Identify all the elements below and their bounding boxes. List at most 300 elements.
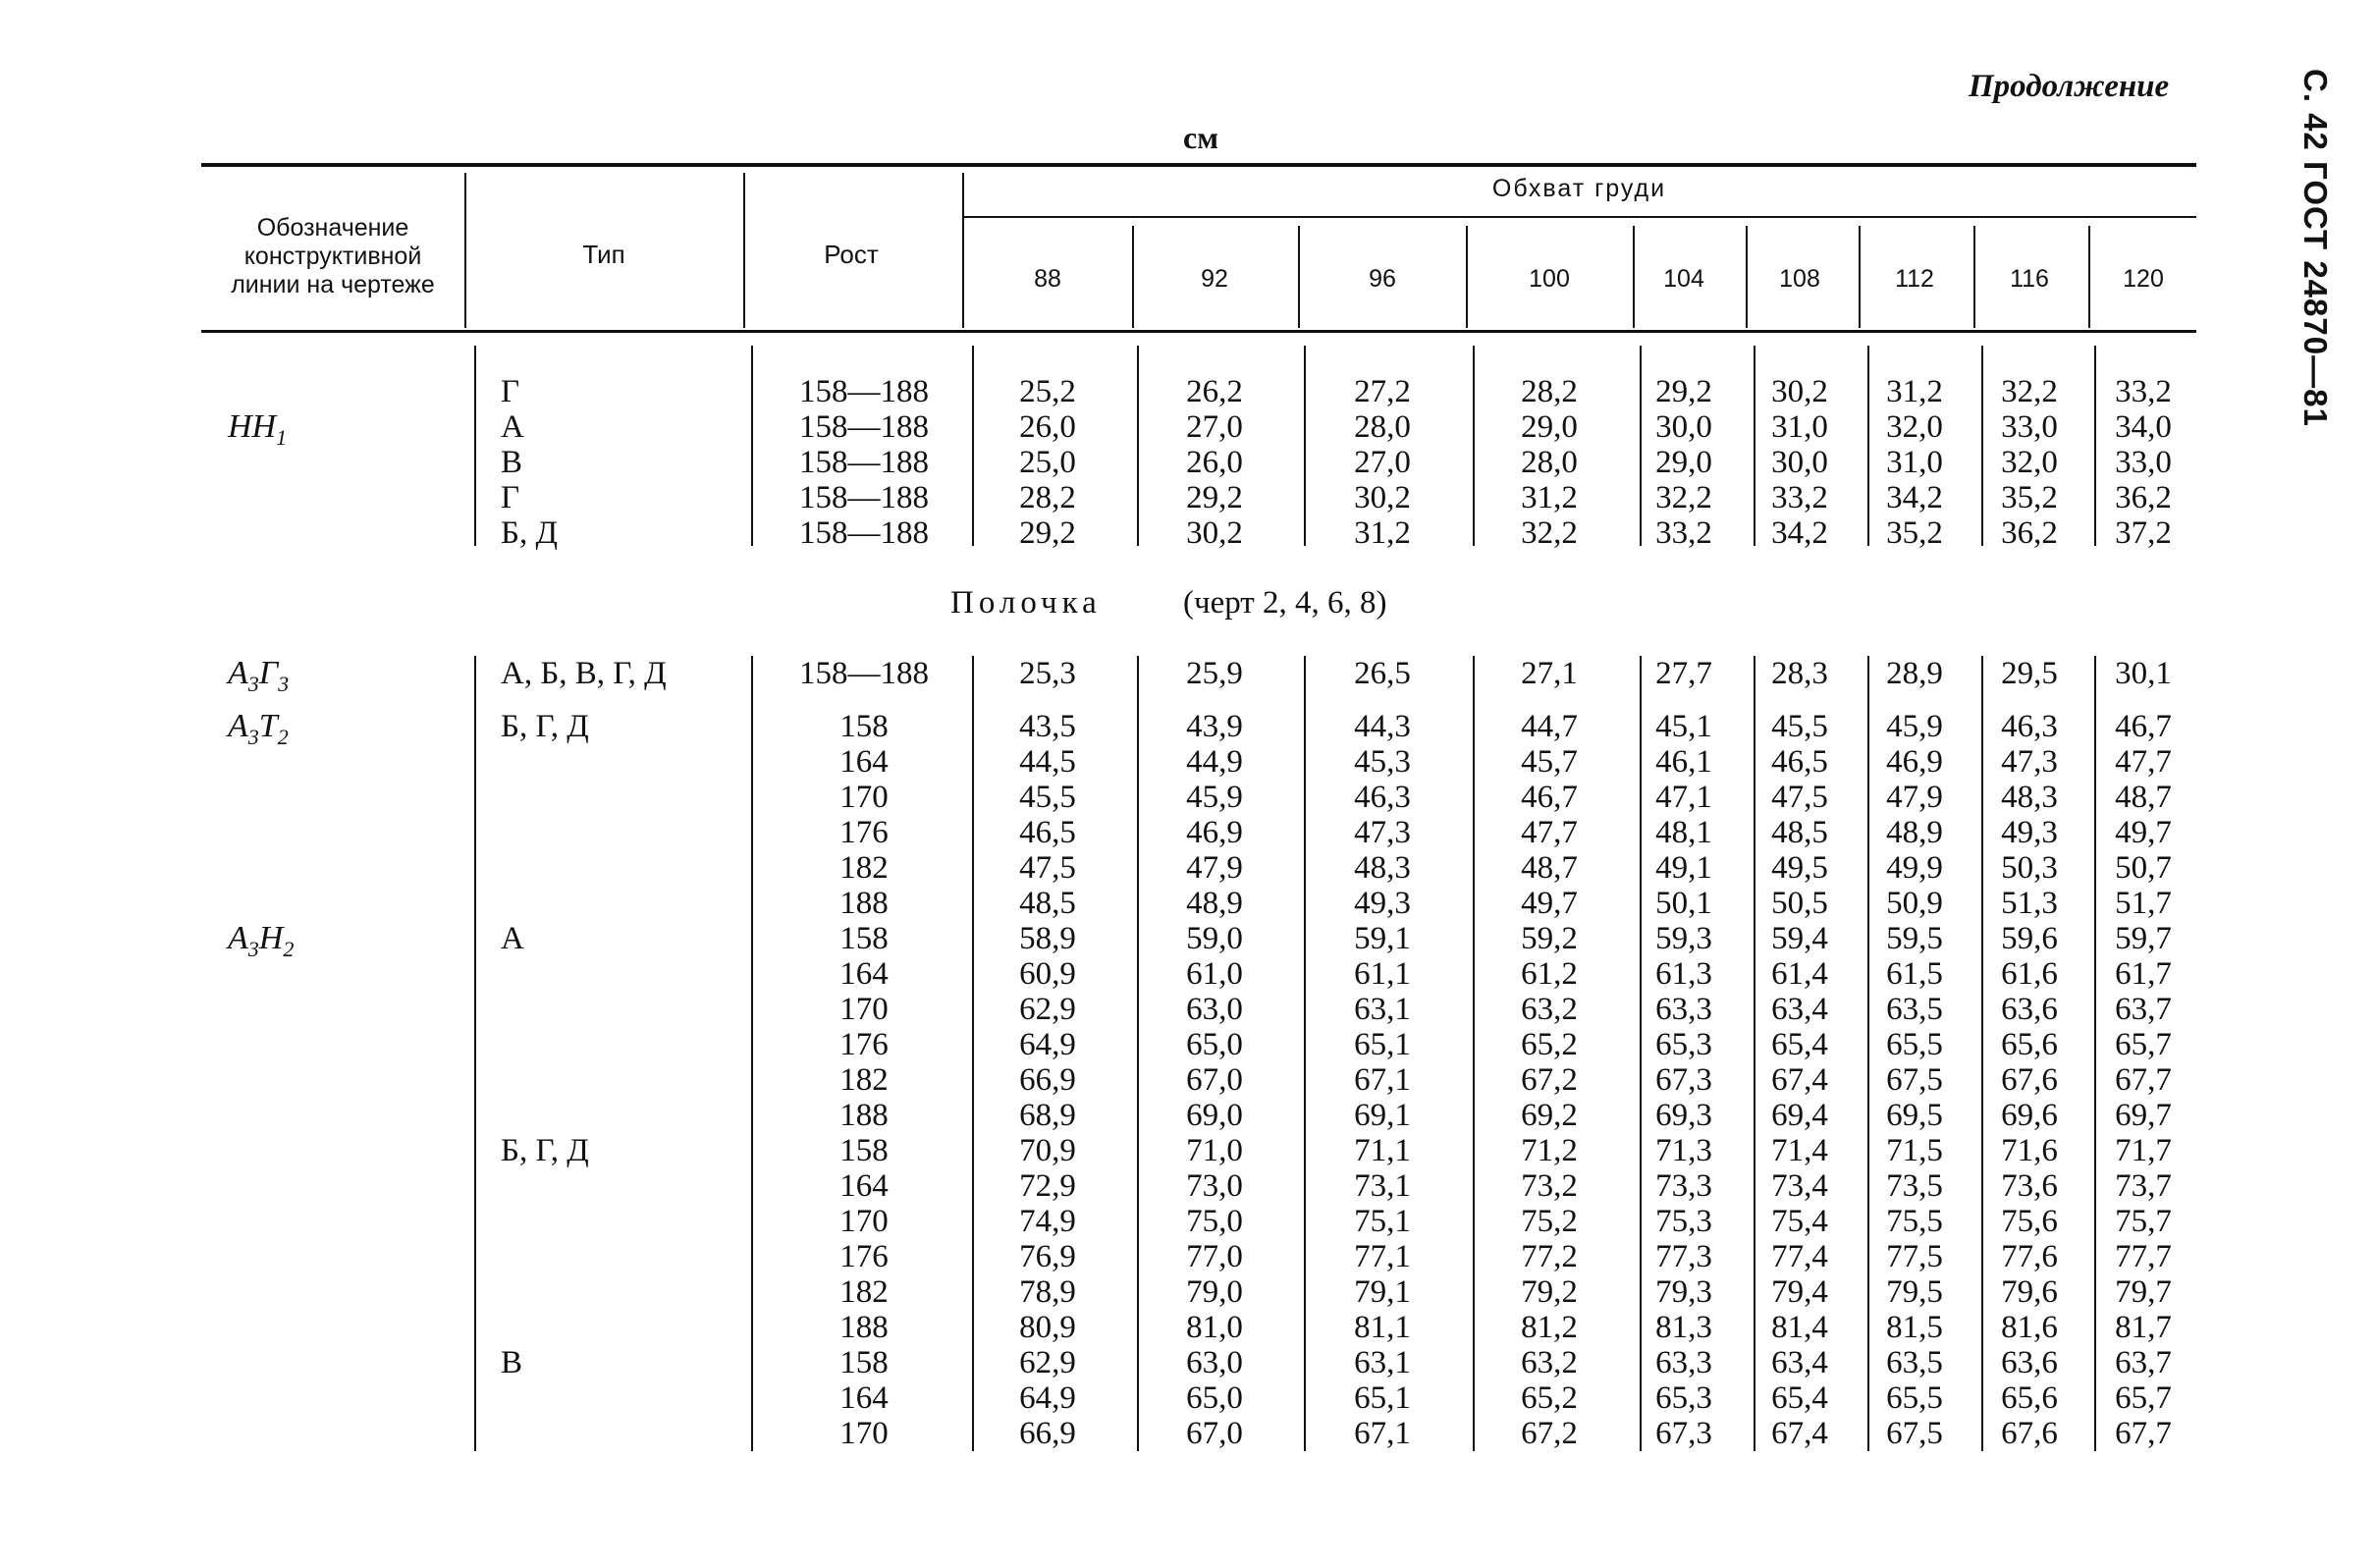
row-height: 176 bbox=[839, 1239, 889, 1274]
row-value: 50,1 bbox=[1655, 886, 1712, 921]
row-designation: $А_3Г_3$ bbox=[228, 655, 290, 696]
row-value: 77,4 bbox=[1771, 1239, 1828, 1274]
row-value: 79,0 bbox=[1186, 1274, 1243, 1310]
row-height: 158—188 bbox=[799, 480, 929, 515]
row-value: 33,2 bbox=[1655, 515, 1712, 551]
row-value: 45,5 bbox=[1771, 709, 1828, 744]
header-column-divider bbox=[962, 173, 964, 328]
row-value: 66,9 bbox=[1019, 1062, 1076, 1098]
row-value: 46,5 bbox=[1771, 744, 1828, 780]
row-value: 28,2 bbox=[1019, 480, 1076, 515]
row-value: 44,3 bbox=[1354, 709, 1411, 744]
row-value: 71,6 bbox=[2001, 1133, 2058, 1168]
row-value: 79,6 bbox=[2001, 1274, 2058, 1310]
chest-size-header: 100 bbox=[1529, 265, 1570, 293]
row-value: 29,0 bbox=[1521, 409, 1578, 445]
row-type: А bbox=[501, 921, 524, 956]
row-height: 170 bbox=[839, 1416, 889, 1451]
body-column-divider bbox=[1137, 656, 1139, 1451]
row-value: 74,9 bbox=[1019, 1204, 1076, 1239]
row-value: 30,0 bbox=[1771, 445, 1828, 480]
row-value: 77,6 bbox=[2001, 1239, 2058, 1274]
row-value: 65,6 bbox=[2001, 1380, 2058, 1416]
row-value: 61,4 bbox=[1771, 956, 1828, 992]
row-value: 65,0 bbox=[1186, 1027, 1243, 1062]
header-column-divider bbox=[1132, 226, 1134, 328]
row-value: 64,9 bbox=[1019, 1027, 1076, 1062]
row-height: 158—188 bbox=[799, 445, 929, 480]
row-type: В bbox=[501, 445, 523, 480]
row-value: 76,9 bbox=[1019, 1239, 1076, 1274]
row-height: 188 bbox=[839, 1098, 889, 1133]
row-height: 158—188 bbox=[799, 656, 929, 691]
row-value: 63,0 bbox=[1186, 992, 1243, 1027]
row-value: 28,9 bbox=[1886, 656, 1943, 691]
row-value: 50,9 bbox=[1886, 886, 1943, 921]
body-column-divider bbox=[751, 656, 753, 1451]
row-height: 158—188 bbox=[799, 409, 929, 445]
row-value: 48,7 bbox=[1521, 850, 1578, 886]
row-value: 59,0 bbox=[1186, 921, 1243, 956]
row-value: 32,0 bbox=[1886, 409, 1943, 445]
row-height: 170 bbox=[839, 992, 889, 1027]
row-value: 62,9 bbox=[1019, 992, 1076, 1027]
row-type: Б, Д bbox=[501, 515, 558, 551]
section-subtitle: (черт 2, 4, 6, 8) bbox=[1183, 585, 1387, 621]
row-value: 67,3 bbox=[1655, 1416, 1712, 1451]
row-value: 71,5 bbox=[1886, 1133, 1943, 1168]
row-value: 47,7 bbox=[1521, 815, 1578, 850]
row-value: 63,2 bbox=[1521, 992, 1578, 1027]
row-value: 65,2 bbox=[1521, 1380, 1578, 1416]
row-value: 69,7 bbox=[2115, 1098, 2172, 1133]
row-value: 63,3 bbox=[1655, 1345, 1712, 1380]
row-designation: $НН_1$ bbox=[228, 408, 288, 450]
row-value: 59,1 bbox=[1354, 921, 1411, 956]
row-height: 170 bbox=[839, 1204, 889, 1239]
row-value: 65,0 bbox=[1186, 1380, 1243, 1416]
chest-size-header: 96 bbox=[1369, 265, 1396, 293]
row-height: 176 bbox=[839, 1027, 889, 1062]
row-value: 69,2 bbox=[1521, 1098, 1578, 1133]
row-value: 51,3 bbox=[2001, 886, 2058, 921]
row-value: 71,4 bbox=[1771, 1133, 1828, 1168]
row-value: 59,6 bbox=[2001, 921, 2058, 956]
row-value: 32,0 bbox=[2001, 445, 2058, 480]
body-column-divider bbox=[1473, 346, 1475, 546]
chest-size-header: 104 bbox=[1663, 265, 1704, 293]
row-value: 50,5 bbox=[1771, 886, 1828, 921]
col-chest-header: Обхват груди bbox=[1491, 175, 1667, 202]
row-type: А, Б, В, Г, Д bbox=[501, 656, 667, 691]
designation-subscript: 2 bbox=[277, 724, 289, 749]
row-value: 45,3 bbox=[1354, 744, 1411, 780]
row-value: 79,1 bbox=[1354, 1274, 1411, 1310]
col-designation-header bbox=[201, 214, 464, 299]
row-value: 63,5 bbox=[1886, 1345, 1943, 1380]
row-value: 50,3 bbox=[2001, 850, 2058, 886]
section-title: Полочка bbox=[950, 585, 1102, 621]
row-value: 25,0 bbox=[1019, 445, 1076, 480]
row-value: 71,7 bbox=[2115, 1133, 2172, 1168]
row-height: 182 bbox=[839, 1062, 889, 1098]
row-value: 73,6 bbox=[2001, 1168, 2058, 1204]
row-value: 60,9 bbox=[1019, 956, 1076, 992]
row-value: 67,5 bbox=[1886, 1062, 1943, 1098]
row-value: 77,7 bbox=[2115, 1239, 2172, 1274]
row-value: 73,1 bbox=[1354, 1168, 1411, 1204]
row-value: 47,3 bbox=[1354, 815, 1411, 850]
row-value: 48,9 bbox=[1186, 886, 1243, 921]
row-value: 30,2 bbox=[1354, 480, 1411, 515]
row-value: 61,2 bbox=[1521, 956, 1578, 992]
row-value: 77,5 bbox=[1886, 1239, 1943, 1274]
page-side-label: С. 42 ГОСТ 24870—81 bbox=[2297, 69, 2334, 427]
row-value: 71,0 bbox=[1186, 1133, 1243, 1168]
row-value: 27,7 bbox=[1655, 656, 1712, 691]
row-value: 45,5 bbox=[1019, 780, 1076, 815]
row-value: 65,7 bbox=[2115, 1380, 2172, 1416]
row-value: 31,2 bbox=[1354, 515, 1411, 551]
row-height: 164 bbox=[839, 744, 889, 780]
row-value: 31,0 bbox=[1771, 409, 1828, 445]
row-value: 25,3 bbox=[1019, 656, 1076, 691]
row-value: 63,2 bbox=[1521, 1345, 1578, 1380]
row-value: 26,5 bbox=[1354, 656, 1411, 691]
header-column-divider bbox=[464, 173, 466, 328]
row-value: 81,2 bbox=[1521, 1310, 1578, 1345]
row-value: 77,3 bbox=[1655, 1239, 1712, 1274]
row-value: 30,0 bbox=[1655, 409, 1712, 445]
row-value: 29,0 bbox=[1655, 445, 1712, 480]
row-value: 29,2 bbox=[1186, 480, 1243, 515]
row-value: 73,0 bbox=[1186, 1168, 1243, 1204]
row-value: 48,1 bbox=[1655, 815, 1712, 850]
row-value: 61,5 bbox=[1886, 956, 1943, 992]
row-value: 77,2 bbox=[1521, 1239, 1578, 1274]
row-value: 73,5 bbox=[1886, 1168, 1943, 1204]
row-value: 45,9 bbox=[1186, 780, 1243, 815]
row-value: 28,2 bbox=[1521, 374, 1578, 409]
row-value: 59,2 bbox=[1521, 921, 1578, 956]
row-value: 75,5 bbox=[1886, 1204, 1943, 1239]
row-value: 67,4 bbox=[1771, 1062, 1828, 1098]
row-value: 65,1 bbox=[1354, 1380, 1411, 1416]
row-value: 63,6 bbox=[2001, 992, 2058, 1027]
row-value: 43,5 bbox=[1019, 709, 1076, 744]
row-value: 30,2 bbox=[1186, 515, 1243, 551]
row-height: 158 bbox=[839, 921, 889, 956]
row-value: 61,1 bbox=[1354, 956, 1411, 992]
row-value: 72,9 bbox=[1019, 1168, 1076, 1204]
row-value: 61,6 bbox=[2001, 956, 2058, 992]
row-value: 75,2 bbox=[1521, 1204, 1578, 1239]
row-value: 75,4 bbox=[1771, 1204, 1828, 1239]
row-value: 69,6 bbox=[2001, 1098, 2058, 1133]
row-value: 48,3 bbox=[2001, 780, 2058, 815]
row-value: 34,0 bbox=[2115, 409, 2172, 445]
row-value: 46,9 bbox=[1186, 815, 1243, 850]
row-height: 164 bbox=[839, 956, 889, 992]
row-value: 32,2 bbox=[1521, 515, 1578, 551]
row-value: 26,0 bbox=[1019, 409, 1076, 445]
row-value: 51,7 bbox=[2115, 886, 2172, 921]
designation-subscript: 1 bbox=[276, 424, 288, 450]
row-value: 49,7 bbox=[1521, 886, 1578, 921]
row-value: 63,7 bbox=[2115, 1345, 2172, 1380]
row-value: 65,7 bbox=[2115, 1027, 2172, 1062]
row-value: 79,4 bbox=[1771, 1274, 1828, 1310]
body-column-divider bbox=[972, 656, 974, 1451]
row-height: 164 bbox=[839, 1380, 889, 1416]
row-value: 48,5 bbox=[1019, 886, 1076, 921]
row-value: 29,2 bbox=[1655, 374, 1712, 409]
row-value: 73,3 bbox=[1655, 1168, 1712, 1204]
chest-size-header: 108 bbox=[1779, 265, 1820, 293]
row-value: 45,9 bbox=[1886, 709, 1943, 744]
row-value: 49,3 bbox=[1354, 886, 1411, 921]
row-value: 75,1 bbox=[1354, 1204, 1411, 1239]
row-value: 59,5 bbox=[1886, 921, 1943, 956]
row-value: 31,0 bbox=[1886, 445, 1943, 480]
row-value: 65,4 bbox=[1771, 1027, 1828, 1062]
row-value: 65,3 bbox=[1655, 1027, 1712, 1062]
row-value: 67,3 bbox=[1655, 1062, 1712, 1098]
row-value: 36,2 bbox=[2001, 515, 2058, 551]
row-value: 47,7 bbox=[2115, 744, 2172, 780]
row-value: 61,3 bbox=[1655, 956, 1712, 992]
row-value: 26,0 bbox=[1186, 445, 1243, 480]
row-height: 158 bbox=[839, 1345, 889, 1380]
row-type: А bbox=[501, 409, 524, 445]
row-height: 164 bbox=[839, 1168, 889, 1204]
row-value: 67,0 bbox=[1186, 1062, 1243, 1098]
row-value: 27,0 bbox=[1186, 409, 1243, 445]
row-value: 32,2 bbox=[2001, 374, 2058, 409]
row-value: 29,5 bbox=[2001, 656, 2058, 691]
row-value: 44,9 bbox=[1186, 744, 1243, 780]
row-value: 48,3 bbox=[1354, 850, 1411, 886]
row-value: 63,0 bbox=[1186, 1345, 1243, 1380]
header-column-divider bbox=[1466, 226, 1468, 328]
row-value: 37,2 bbox=[2115, 515, 2172, 551]
body-column-divider bbox=[1137, 346, 1139, 546]
row-value: 34,2 bbox=[1771, 515, 1828, 551]
row-value: 67,7 bbox=[2115, 1416, 2172, 1451]
row-height: 170 bbox=[839, 780, 889, 815]
row-value: 71,1 bbox=[1354, 1133, 1411, 1168]
row-value: 63,1 bbox=[1354, 1345, 1411, 1380]
designation-subscript: 3 bbox=[247, 724, 259, 749]
row-value: 48,7 bbox=[2115, 780, 2172, 815]
row-value: 77,0 bbox=[1186, 1239, 1243, 1274]
row-value: 77,1 bbox=[1354, 1239, 1411, 1274]
chest-header-rule bbox=[962, 216, 2196, 218]
body-column-divider bbox=[1304, 346, 1306, 546]
row-value: 46,3 bbox=[2001, 709, 2058, 744]
row-value: 63,3 bbox=[1655, 992, 1712, 1027]
row-value: 81,7 bbox=[2115, 1310, 2172, 1345]
row-value: 49,5 bbox=[1771, 850, 1828, 886]
row-value: 67,2 bbox=[1521, 1062, 1578, 1098]
row-value: 47,9 bbox=[1186, 850, 1243, 886]
row-value: 75,6 bbox=[2001, 1204, 2058, 1239]
row-height: 182 bbox=[839, 850, 889, 886]
row-height: 158 bbox=[839, 1133, 889, 1168]
row-value: 63,4 bbox=[1771, 992, 1828, 1027]
row-type: Г bbox=[501, 480, 520, 515]
row-value: 69,3 bbox=[1655, 1098, 1712, 1133]
row-value: 31,2 bbox=[1521, 480, 1578, 515]
row-height: 176 bbox=[839, 815, 889, 850]
header-column-divider bbox=[1298, 226, 1300, 328]
row-value: 81,1 bbox=[1354, 1310, 1411, 1345]
row-value: 69,5 bbox=[1886, 1098, 1943, 1133]
row-value: 80,9 bbox=[1019, 1310, 1076, 1345]
row-value: 46,1 bbox=[1655, 744, 1712, 780]
row-value: 69,0 bbox=[1186, 1098, 1243, 1133]
row-value: 75,3 bbox=[1655, 1204, 1712, 1239]
row-value: 46,5 bbox=[1019, 815, 1076, 850]
row-value: 27,1 bbox=[1521, 656, 1578, 691]
row-value: 67,0 bbox=[1186, 1416, 1243, 1451]
row-value: 48,9 bbox=[1886, 815, 1943, 850]
designation-subscript: 3 bbox=[247, 671, 259, 696]
row-value: 79,7 bbox=[2115, 1274, 2172, 1310]
row-value: 48,5 bbox=[1771, 815, 1828, 850]
row-value: 64,9 bbox=[1019, 1380, 1076, 1416]
row-height: 188 bbox=[839, 886, 889, 921]
row-value: 28,3 bbox=[1771, 656, 1828, 691]
body-column-divider bbox=[751, 346, 753, 546]
row-value: 65,6 bbox=[2001, 1027, 2058, 1062]
row-value: 81,6 bbox=[2001, 1310, 2058, 1345]
header-column-divider bbox=[743, 173, 745, 328]
chest-size-header: 120 bbox=[2123, 265, 2164, 293]
col-designation-line1: Обозначение bbox=[256, 214, 409, 242]
row-value: 35,2 bbox=[2001, 480, 2058, 515]
body-column-divider bbox=[1304, 656, 1306, 1451]
row-value: 69,4 bbox=[1771, 1098, 1828, 1133]
row-value: 25,2 bbox=[1019, 374, 1076, 409]
row-value: 78,9 bbox=[1019, 1274, 1076, 1310]
body-column-divider bbox=[1473, 656, 1475, 1451]
row-value: 75,0 bbox=[1186, 1204, 1243, 1239]
row-value: 45,7 bbox=[1521, 744, 1578, 780]
row-value: 69,1 bbox=[1354, 1098, 1411, 1133]
row-value: 67,6 bbox=[2001, 1062, 2058, 1098]
row-value: 43,9 bbox=[1186, 709, 1243, 744]
row-value: 46,7 bbox=[1521, 780, 1578, 815]
row-value: 67,1 bbox=[1354, 1062, 1411, 1098]
row-value: 73,4 bbox=[1771, 1168, 1828, 1204]
row-value: 79,2 bbox=[1521, 1274, 1578, 1310]
row-value: 46,7 bbox=[2115, 709, 2172, 744]
row-height: 182 bbox=[839, 1274, 889, 1310]
row-designation: $А_3Н_2$ bbox=[228, 920, 295, 961]
row-value: 71,2 bbox=[1521, 1133, 1578, 1168]
row-value: 49,3 bbox=[2001, 815, 2058, 850]
row-value: 65,5 bbox=[1886, 1027, 1943, 1062]
header-column-divider bbox=[1746, 226, 1748, 328]
row-value: 67,4 bbox=[1771, 1416, 1828, 1451]
row-value: 58,9 bbox=[1019, 921, 1076, 956]
row-value: 79,3 bbox=[1655, 1274, 1712, 1310]
continuation-label: Продолжение bbox=[1969, 69, 2170, 104]
designation-subscript: 3 bbox=[247, 936, 259, 961]
row-height: 158—188 bbox=[799, 515, 929, 551]
row-value: 65,5 bbox=[1886, 1380, 1943, 1416]
row-value: 33,0 bbox=[2115, 445, 2172, 480]
row-value: 44,5 bbox=[1019, 744, 1076, 780]
row-value: 28,0 bbox=[1521, 445, 1578, 480]
row-value: 79,5 bbox=[1886, 1274, 1943, 1310]
header-bottom-rule bbox=[201, 330, 2196, 333]
row-value: 35,2 bbox=[1886, 515, 1943, 551]
row-value: 63,6 bbox=[2001, 1345, 2058, 1380]
body-column-divider bbox=[474, 656, 476, 1451]
row-height: 158 bbox=[839, 709, 889, 744]
row-type: В bbox=[501, 1345, 523, 1380]
designation-subscript: 3 bbox=[278, 671, 290, 696]
row-value: 33,2 bbox=[2115, 374, 2172, 409]
row-value: 49,9 bbox=[1886, 850, 1943, 886]
row-value: 81,5 bbox=[1886, 1310, 1943, 1345]
row-value: 71,3 bbox=[1655, 1133, 1712, 1168]
row-value: 63,5 bbox=[1886, 992, 1943, 1027]
row-value: 47,5 bbox=[1019, 850, 1076, 886]
row-type: Г bbox=[501, 374, 520, 409]
row-value: 70,9 bbox=[1019, 1133, 1076, 1168]
row-value: 81,4 bbox=[1771, 1310, 1828, 1345]
row-value: 27,2 bbox=[1354, 374, 1411, 409]
row-value: 59,3 bbox=[1655, 921, 1712, 956]
col-height-header: Рост bbox=[824, 240, 879, 269]
row-value: 67,2 bbox=[1521, 1416, 1578, 1451]
row-value: 34,2 bbox=[1886, 480, 1943, 515]
row-height: 188 bbox=[839, 1310, 889, 1345]
row-value: 47,3 bbox=[2001, 744, 2058, 780]
body-column-divider bbox=[972, 346, 974, 546]
row-value: 66,9 bbox=[1019, 1416, 1076, 1451]
chest-size-header: 92 bbox=[1201, 265, 1228, 293]
row-value: 49,7 bbox=[2115, 815, 2172, 850]
row-value: 81,0 bbox=[1186, 1310, 1243, 1345]
row-value: 47,1 bbox=[1655, 780, 1712, 815]
row-height: 158—188 bbox=[799, 374, 929, 409]
row-value: 50,7 bbox=[2115, 850, 2172, 886]
row-value: 30,1 bbox=[2115, 656, 2172, 691]
row-value: 65,2 bbox=[1521, 1027, 1578, 1062]
chest-size-header: 116 bbox=[2010, 265, 2049, 293]
row-value: 67,1 bbox=[1354, 1416, 1411, 1451]
row-value: 45,1 bbox=[1655, 709, 1712, 744]
row-value: 75,7 bbox=[2115, 1204, 2172, 1239]
row-designation: $А_3Т_2$ bbox=[228, 708, 289, 749]
col-type-header: Тип bbox=[582, 240, 625, 269]
row-value: 63,1 bbox=[1354, 992, 1411, 1027]
row-value: 28,0 bbox=[1354, 409, 1411, 445]
row-value: 65,1 bbox=[1354, 1027, 1411, 1062]
row-value: 49,1 bbox=[1655, 850, 1712, 886]
designation-subscript: 2 bbox=[283, 936, 295, 961]
row-value: 67,6 bbox=[2001, 1416, 2058, 1451]
header-column-divider bbox=[2088, 226, 2090, 328]
row-value: 29,2 bbox=[1019, 515, 1076, 551]
row-value: 65,3 bbox=[1655, 1380, 1712, 1416]
row-value: 25,9 bbox=[1186, 656, 1243, 691]
row-value: 73,2 bbox=[1521, 1168, 1578, 1204]
